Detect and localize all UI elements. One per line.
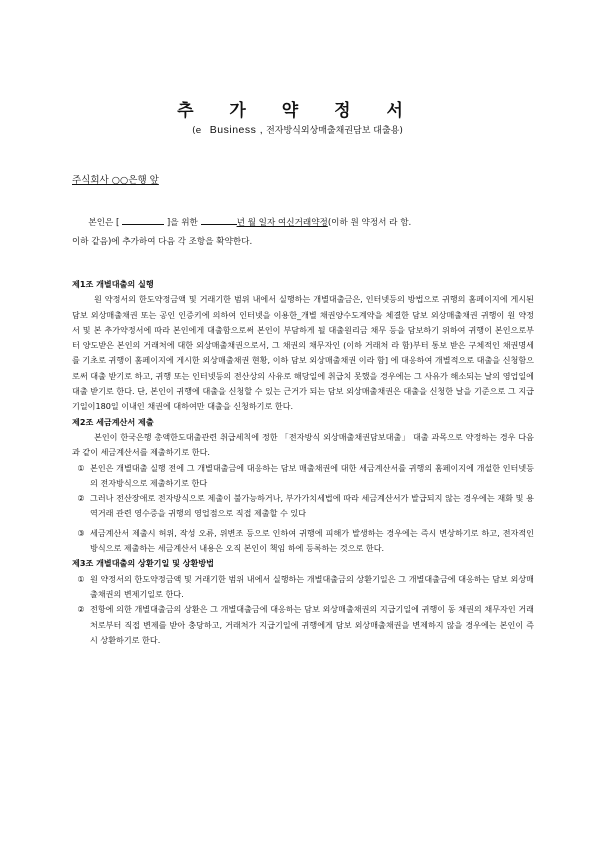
- blank-year: [201, 214, 237, 225]
- intro-part4: (이하 원 약정서 라 함.: [327, 218, 412, 228]
- clause-text: 세금계산서 제출시 허위, 작성 오류, 위변조 등으로 인하여 귀행에 피해가 발생하는 경우에는 즉시 변상하기로 하고, 전자적인 방식으로 제출하는 세금계산서 내용은 오직 본인이 책임 하에 등록하는 것으로 한다.: [90, 527, 534, 554]
- clause-number: ③: [77, 527, 85, 538]
- article-heading: 제2조 세금계산서 제출: [72, 416, 154, 427]
- intro-paragraph: [72, 214, 532, 252]
- articles: [72, 277, 534, 648]
- intro-part2: ]을 위한: [166, 218, 198, 228]
- clause-text: 그러나 전산장애로 전자방식으로 제출이 불가능하거나, 부가가치세법에 따라 세금계산서가 발급되지 않는 경우에는 재화 및 용역거래 관련 영수증을 귀행의 영업점으로 직접 제출할 수 있다: [90, 493, 534, 519]
- addressee: 주식회사 ○○은행 앞: [72, 175, 159, 186]
- document-title: 추 가 약 정 서: [177, 101, 418, 121]
- clause-item: [72, 572, 534, 603]
- subtitle-prefix: (e: [192, 126, 202, 136]
- clause-number: ②: [77, 604, 85, 615]
- clause-item: [72, 491, 534, 522]
- subtitle-business: Business ,: [209, 124, 264, 136]
- clause-text: 원 약정서의 한도약정금액 및 거래기한 범위 내에서 실행하는 개별대출금의 상환기일은 그 개별대출금에 대응하는 담보 외상매출채권의 변제기일로 한다.: [90, 573, 534, 599]
- blank-borrower: [122, 214, 164, 225]
- article-3: [72, 556, 534, 648]
- document-subtitle: [0, 123, 595, 136]
- article-heading: 제3조 개별대출의 상환기일 및 상환방법: [72, 558, 215, 569]
- clause-text: 전항에 의한 개별대출금의 상환은 그 개별대출금에 대응하는 담보 외상매출채권의 지급기일에 귀행이 동 채권의 채무자인 거래처로부터 직접 변제를 받아 충당하고, 거래처가 지급기일에 귀행에게 담보 외상매출채권을 변제하지 않을 경우에는 본인이 즉시 상환하기로 한다.: [90, 604, 534, 645]
- subtitle-suffix: 전자방식외상매출채권담보 대출용): [266, 126, 403, 136]
- clause-number: ①: [77, 573, 85, 584]
- article-paragraph: 원 약정서의 한도약정금액 및 거래기한 범위 내에서 실행하는 개별대출금은, 인터넷등의 방법으로 귀행의 홈페이지에 게시된 담보 외상매출채권 또는 공인 인증키에 의하여 인터넷을 이용한_개별 채권양수도계약을 체결한 담보 외상매출채권 귀행이 원 약정서 및 본 추가약정서에 따라 본인에게 대출함으로써 본인이 부담하게 될 대출원리금 채무 등을 담보하기 위하여 귀행이 본인으로부터 양도받은 본인의 거래처에 대한 외상매출채권으로서, 그 채권의 채무자인 (이하 거래처 라 함)부터 통보 받은 구체적인 채권명세를 기초로 귀행이 홈페이지에 게시한 외상매출채권 현황, 이하 담보 외상매출채권 이라 함] 에 대응하여 개별적으로 대출을 신청함으로써 대출 받기로 하고, 귀행 또는 인터넷등의 전산상의 사유로 해당일에 취급치 못했을 경우에는 그 사유가 해소되는 날의 영업일에 대출 받기로 한다. 단, 본인이 귀행에 대출을 신청할 수 있는 근거가 되는 담보 외상매출채권은 대출을 신청한 날을 기준으로 그 지급기일이180일 이내인 채권에 대하여만 대출을 신청하기로 한다.: [72, 294, 534, 412]
- intro-part3: 년 월 일자 여신거래약정: [236, 218, 328, 228]
- article-2: [72, 415, 534, 557]
- intro-part1: 본인은 [: [88, 218, 120, 228]
- intro-part5: 이하 같음)에 추가하여 다음 각 조항을 확약한다.: [72, 237, 253, 247]
- clause-number: ①: [77, 462, 85, 473]
- clause-item: [72, 602, 534, 648]
- article-paragraph: 본인이 한국은행 총액한도대출관련 취급세칙에 정한 「전자방식 외상매출채권담보대출」 대출 과목으로 약정하는 경우 다음과 같이 세금계산서를 제출하기로 한다.: [72, 431, 534, 458]
- article-1: [72, 277, 534, 415]
- clause-item: [72, 461, 534, 492]
- article-heading: 제1조 개별대출의 실행: [72, 279, 154, 289]
- clause-item: [72, 526, 534, 557]
- clause-number: ②: [77, 493, 85, 504]
- clause-text: 본인은 개별대출 실행 전에 그 개별대출금에 대응하는 담보 매출채권에 대한 세금계산서를 귀행의 홈페이지에 개설한 인터넷등의 전자방식으로 제출하기로 한다: [90, 462, 534, 488]
